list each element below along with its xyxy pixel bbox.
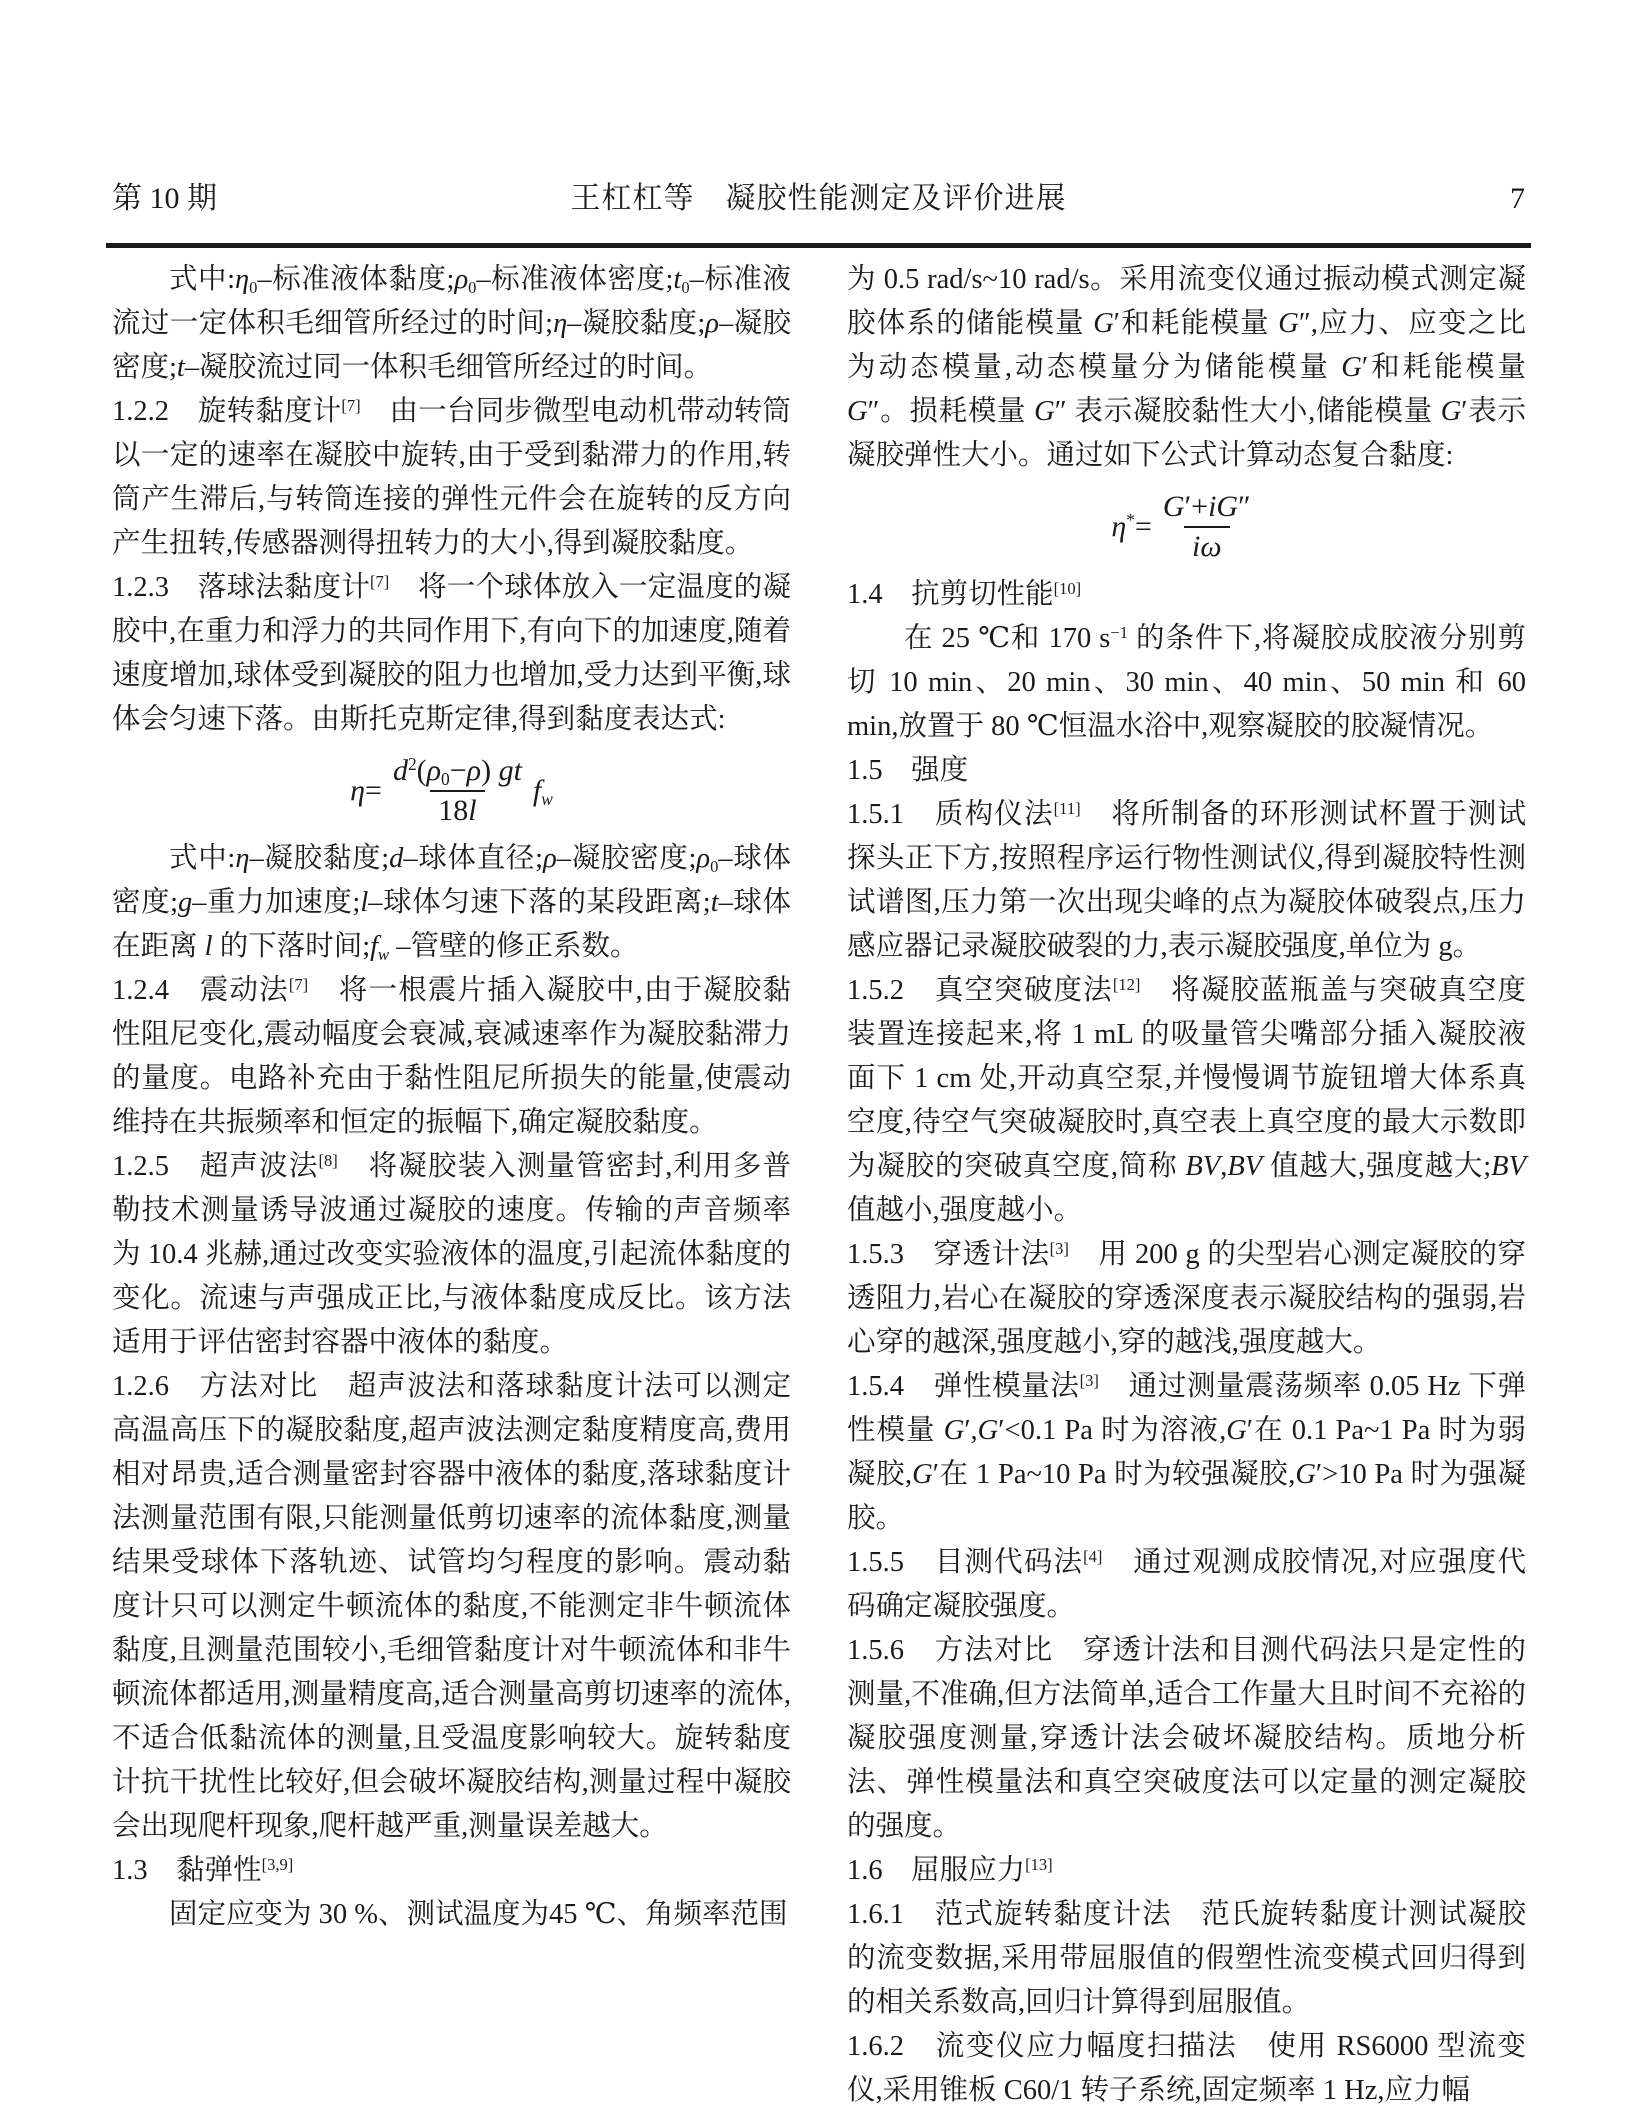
formula-lhs: η= [350,773,382,807]
section-1-2-3: 1.2.3 落球法黏度计[7] 将一个球体放入一定温度的凝胶中,在重力和浮力的共同作用下,有向下的加速度,随着速度增加,球体受到凝胶的阻力也增加,受力达到平衡,球体会匀速下落。由斯托克斯定律,得到黏度表达式: [112,571,791,735]
formula-numerator: G′+iG″ [1162,490,1251,523]
section-1-2-4: 1.2.4 震动法[7] 将一根震片插入凝胶中,由于凝胶黏性阻尼变化,震动幅度会衰减,衰减速率作为凝胶黏滞力的量度。电路补充由于黏性阻尼所损失的能量,使震动维持在共振频率和恒定的振幅下,确定凝胶黏度。 [112,974,791,1138]
section-1-5-4: 1.5.4 弹性模量法[3] 通过测量震荡频率 0.05 Hz 下弹性模量 G′,G′<0.1 Pa 时为溶液,G′在 0.1 Pa~1 Pa 时为弱凝胶,G′在 1 Pa~10 Pa 时为较强凝胶,G′>10 Pa 时为强凝胶。 [847,1370,1526,1534]
left-column [112,258,791,2113]
formula-fraction [385,752,530,829]
formula-numerator: $d^2(\rho 0-\rho)$ gt [392,754,522,789]
formula-lhs: η*= [1111,509,1152,543]
header-rule [106,243,1531,248]
viscoelasticity-continued: 为 0.5 rad/s~10 rad/s。采用流变仪通过振动模式测定凝胶体系的储能模量 G′和耗能模量 G″,应力、应变之比为动态模量,动态模量分为储能模量 G′和耗能模量 G″。损耗模量 G″ 表示凝胶黏性大小,储能模量 G′表示凝胶弹性大小。通过如下公式计算动态复合黏度: [847,264,1526,471]
formula-denominator: iω [1184,526,1230,566]
falling-ball-viscosity-formula [112,742,791,837]
heading-1-6: 1.6 屈服应力[13] [847,1854,1053,1886]
section-1-5-3: 1.5.3 穿透计法[3] 用 200 g 的尖型岩心测定凝胶的穿透阻力,岩心在凝胶的穿透深度表示凝胶结构的强弱,岩心穿的越深,强度越小,穿的越浅,强度越大。 [847,1238,1526,1358]
section-1-5-6: 1.5.6 方法对比 穿透计法和目测代码法只是定性的测量,不准确,但方法简单,适合工作量大且时间不充裕的凝胶强度测量,穿透计法会破坏凝胶结构。质地分析法、弹性模量法和真空突破度法可以定量的测定凝胶的强度。 [847,1635,1526,1842]
running-title: 王杠杠等 凝胶性能测定及评价进展 [570,182,1067,215]
complex-viscosity-formula [847,478,1526,573]
heading-1-5: 1.5 强度 [847,755,969,786]
page-header [112,182,1525,215]
heading-1-4: 1.4 抗剪切性能[10] [847,578,1082,610]
section-1-6-2: 1.6.2 流变仪应力幅度扫描法 使用 RS6000 型流变仪,采用锥板 C60/1 转子系统,固定频率 1 Hz,应力幅 [847,2031,1526,2106]
section-1-5-1: 1.5.1 质构仪法[11] 将所制备的环形测试杯置于测试探头正下方,按照程序运行物性测试仪,得到凝胶特性测试谱图,压力第一次出现尖峰的点为凝胶体破裂点,压力感应器记录凝胶破裂的力,表示凝胶强度,单位为 g。 [847,798,1526,962]
heading-1-3: 1.3 黏弹性[3,9] [112,1854,294,1886]
section-1-2-6: 1.2.6 方法对比 超声波法和落球黏度计法可以测定高温高压下的凝胶黏度,超声波法测定黏度精度高,费用相对昂贵,适合测量密封容器中液体的黏度,落球黏度计法测量范围有限,只能测量低剪切速率的流体黏度,测量结果受球体下落轨迹、试管均匀程度的影响。震动黏度计只可以测定牛顿流体的黏度,不能测定非牛顿流体黏度,且测量范围较小,毛细管黏度计对牛顿流体和非牛顿流体都适用,测量精度高,适合测量高剪切速率的流体,不适合低黏流体的测量,且受温度影响较大。旋转黏度计抗干扰性比较好,但会破坏凝胶结构,测量过程中凝胶会出现爬杆现象,爬杆越严重,测量误差越大。 [112,1371,791,1842]
formula-denominator: 18l [430,790,484,830]
formula-suffix: fw [532,773,553,809]
section-1-2-2: 1.2.2 旋转黏度计[7] 由一台同步微型电动机带动转筒以一定的速率在凝胶中旋转,由于受到黏滞力的作用,转筒产生滞后,与转筒连接的弹性元件会在旋转的反方向产生扭转,传感器测得扭转力的大小,得到凝胶黏度。 [112,395,791,559]
page-body [112,258,1526,2113]
section-1-5-5: 1.5.5 目测代码法[4] 通过观测成胶情况,对应强度代码确定凝胶强度。 [847,1546,1526,1622]
section-1-6-1: 1.6.1 范式旋转黏度计法 范氏旋转黏度计测试凝胶的流变数据,采用带屈服值的假塑性流变模式回归得到的相关系数高,回归计算得到屈服值。 [847,1899,1526,2018]
page-number: 7 [1510,182,1525,215]
where-clause-falling-ball: 式中:η–凝胶黏度;d–球体直径;ρ–凝胶密度;ρ0–球体密度;g–重力加速度;l–球体匀速下落的某段距离;t–球体在距离 l 的下落时间;fw –管壁的修正系数。 [112,843,792,964]
section-1-2-5: 1.2.5 超声波法[8] 将凝胶装入测量管密封,利用多普勒技术测量诱导波通过凝胶的速度。传输的声音频率为 10.4 兆赫,通过改变实验液体的温度,引起流体黏度的变化。流速与声强成正比,与液体黏度成反比。该方法适用于评估密封容器中液体的黏度。 [112,1150,791,1358]
where-clause-capillary: 式中:η0–标准液体黏度;ρ0–标准液体密度;t0–标准液流过一定体积毛细管所经过的时间;η–凝胶黏度;ρ–凝胶密度;t–凝胶流过同一体积毛细管所经过的时间。 [112,264,791,383]
viscoelasticity-conditions: 固定应变为 30 %、测试温度为45 ℃、角频率范围 [169,1899,788,1930]
section-1-5-2: 1.5.2 真空突破度法[12] 将凝胶蓝瓶盖与突破真空度装置连接起来,将 1 mL 的吸量管尖嘴部分插入凝胶液面下 1 cm 处,开动真空泵,并慢慢调节旋钮增大体系真空度,待空气突破凝胶时,真空表上真空度的最大示数即为凝胶的突破真空度,简称 BV,BV 值越大,强度越大;BV 值越小,强度越小。 [847,974,1526,1226]
shear-resistance-procedure: 在 25 ℃和 170 $s^{-1}$ 的条件下,将凝胶成胶液分别剪切 10 min、20 min、30 min、40 min、50 min 和 60 min,放置于 80 ℃恒温水浴中,观察凝胶的胶凝情况。 [847,622,1526,742]
formula-fraction [1155,488,1259,565]
right-column [847,258,1526,2113]
issue-label: 第 10 期 [112,182,217,215]
